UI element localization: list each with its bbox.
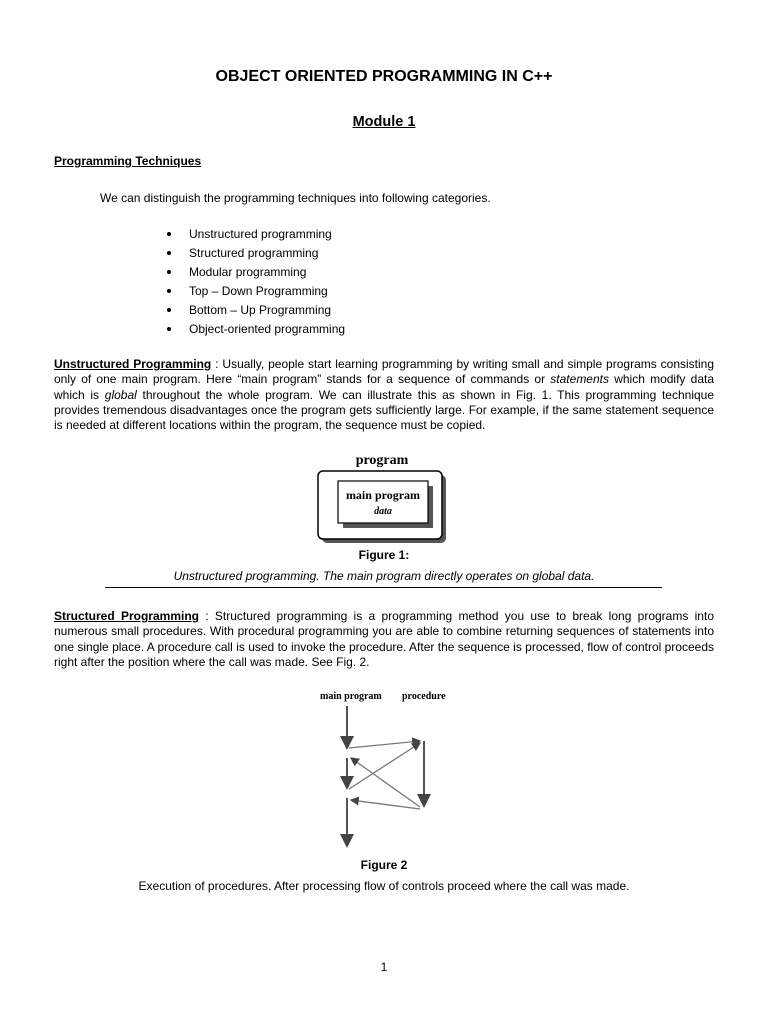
document-title: OBJECT ORIENTED PROGRAMMING IN C++ <box>215 68 553 85</box>
figure1-inner-sublabel: data <box>374 506 392 517</box>
section-heading: Programming Techniques <box>54 154 202 168</box>
bullet-icon <box>167 327 171 331</box>
module-heading: Module 1 <box>352 114 416 130</box>
bullet-icon <box>167 232 171 236</box>
figure1-caption-text: Unstructured programming. The main program directly operates on global data. <box>173 569 595 583</box>
intro-text: We can distinguish the programming techniques into following categories. <box>100 191 491 205</box>
list-item: Modular programming <box>162 264 345 283</box>
return-arrow-2 <box>351 800 420 809</box>
call-arrow-1 <box>349 741 420 748</box>
structured-paragraph: Structured Programming : Structured programming is a programming method you use to break long programs into numerous small procedures. With procedural programming you are able to combine returning sequences of statements into one single place. A procedure call is used to invoke the procedure. After the sequence is processed, flow of control proceeds right after the position where the call was made. See Fig. 2. <box>54 609 714 669</box>
unstructured-lead: Unstructured Programming <box>54 357 212 371</box>
figure1-caption-title: Figure 1: <box>358 548 410 562</box>
horizontal-rule <box>105 587 662 588</box>
page-number: 1 <box>380 960 388 974</box>
list-item: Bottom – Up Programming <box>162 302 345 321</box>
figure1-inner-label: main program <box>345 488 421 502</box>
figure1-outer-label: program <box>355 453 409 468</box>
list-item: Unstructured programming <box>162 226 345 245</box>
list-item: Top – Down Programming <box>162 283 345 302</box>
technique-list <box>162 226 345 340</box>
list-item: Object-oriented programming <box>162 321 345 340</box>
list-item: Structured programming <box>162 245 345 264</box>
unstructured-paragraph: Unstructured Programming : Usually, people start learning programming by writing small and simple programs consisting only of one main program. Here “main program” stands for a sequence of commands or statements which modify data which is global throughout the whole program. We can illustrate this as shown in Fig. 1. This programming technique provides tremendous disadvantages once the program gets sufficiently large. For example, if the same statement sequence is needed at different locations within the program, the sequence must be copied. <box>54 357 715 433</box>
bullet-icon <box>167 308 171 312</box>
figure1-diagram <box>312 448 452 548</box>
figure2-label-main: main program <box>320 691 382 702</box>
figure2-label-procedure: procedure <box>402 691 446 702</box>
figure2-caption-title: Figure 2 <box>360 858 408 872</box>
bullet-icon <box>167 289 171 293</box>
figure2-caption-text: Execution of procedures. After processing flow of controls proceed where the call was made. <box>138 879 630 893</box>
structured-lead: Structured Programming <box>54 609 199 623</box>
bullet-icon <box>167 251 171 255</box>
bullet-icon <box>167 270 171 274</box>
figure2-diagram <box>312 686 462 851</box>
